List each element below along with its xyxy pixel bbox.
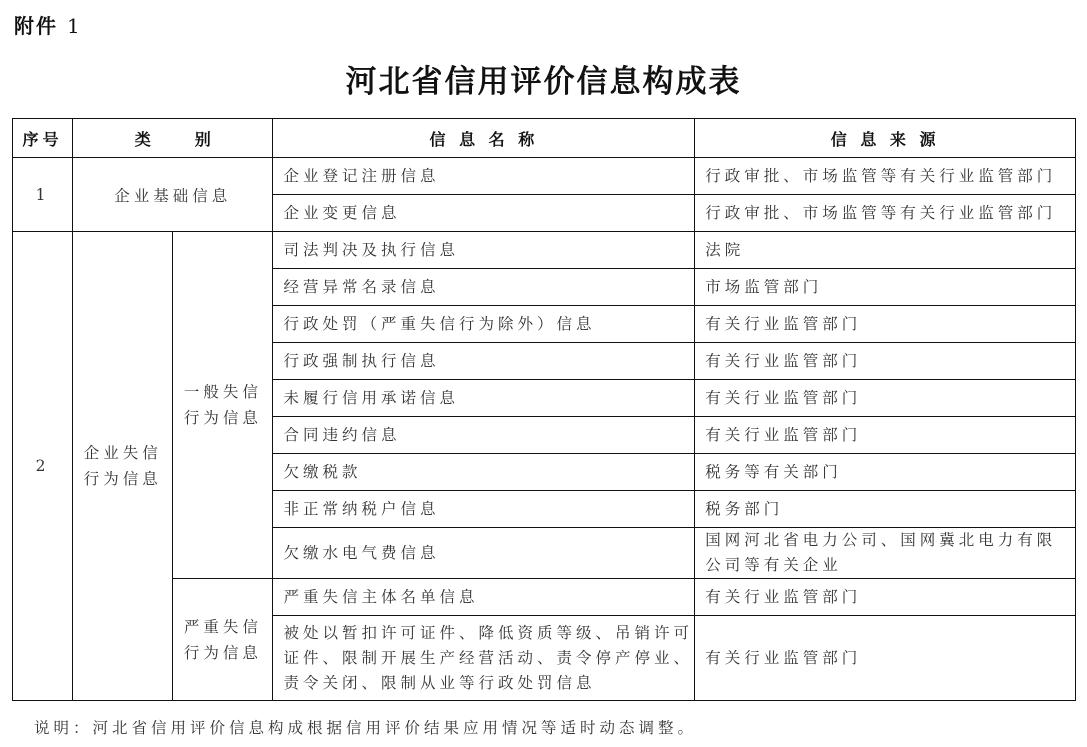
header-category <box>73 119 273 158</box>
info-name-cell: 被处以暂扣许可证件、降低资质等级、吊销许可证件、限制开展生产经营活动、责令停产停业、责令关闭、限制从业等行政处罚信息 <box>273 616 695 701</box>
info-source-cell: 有关行业监管部门 <box>695 343 1076 380</box>
subcategory-line: 行为信息 <box>183 643 262 662</box>
info-name-cell: 行政强制执行信息 <box>273 343 695 380</box>
info-source-cell: 税务等有关部门 <box>695 454 1076 491</box>
attachment-number: 1 <box>66 14 82 38</box>
table-row <box>13 579 1076 616</box>
table-header-row <box>13 119 1076 158</box>
info-name-cell: 严重失信主体名单信息 <box>273 579 695 616</box>
info-name-cell: 企业登记注册信息 <box>273 158 695 195</box>
info-source-cell: 有关行业监管部门 <box>695 616 1076 701</box>
category-cell: 企业基础信息 <box>73 158 273 232</box>
info-name-cell: 非正常纳税户信息 <box>273 491 695 528</box>
info-name-cell: 合同违约信息 <box>273 417 695 454</box>
info-source-cell: 行政审批、市场监管等有关行业监管部门 <box>695 158 1076 195</box>
info-name-cell: 欠缴税款 <box>273 454 695 491</box>
table-row <box>13 232 1076 269</box>
info-name-cell: 未履行信用承诺信息 <box>273 380 695 417</box>
header-info-name: 信 息 名 称 <box>273 119 695 158</box>
info-source-cell: 国网河北省电力公司、国网冀北电力有限公司等有关企业 <box>695 528 1076 579</box>
category-cell <box>73 232 173 701</box>
table-row <box>13 158 1076 195</box>
seq-cell: 2 <box>13 232 73 701</box>
footnote: 说明：河北省信用评价信息构成根据信用评价结果应用情况等适时动态调整。 <box>34 719 698 737</box>
seq-cell: 1 <box>13 158 73 232</box>
document-title: 河北省信用评价信息构成表 <box>345 64 742 100</box>
header-seq: 序号 <box>13 119 73 158</box>
attachment-text: 附件 <box>14 14 58 38</box>
info-name-cell: 行政处罚（严重失信行为除外）信息 <box>273 306 695 343</box>
info-source-cell: 有关行业监管部门 <box>695 380 1076 417</box>
category-line: 行为信息 <box>83 470 162 488</box>
subcategory-cell-general <box>173 232 273 579</box>
info-source-cell: 税务部门 <box>695 491 1076 528</box>
subcategory-line: 一般失信 <box>183 383 262 401</box>
subcategory-cell-serious <box>173 579 273 701</box>
header-category-b: 别 <box>194 129 211 149</box>
subcategory-line: 行为信息 <box>183 409 262 427</box>
header-info-source: 信 息 来 源 <box>695 119 1076 158</box>
subcategory-line: 严重失信 <box>183 617 262 636</box>
info-source-cell: 市场监管部门 <box>695 269 1076 306</box>
header-category-a: 类 <box>134 129 151 149</box>
category-line: 企业失信 <box>83 444 162 462</box>
info-name-cell: 经营异常名录信息 <box>273 269 695 306</box>
attachment-label <box>14 10 82 39</box>
info-source-cell: 有关行业监管部门 <box>695 417 1076 454</box>
credit-info-table <box>12 118 1076 701</box>
info-name-cell: 司法判决及执行信息 <box>273 232 695 269</box>
info-source-cell: 行政审批、市场监管等有关行业监管部门 <box>695 195 1076 232</box>
info-source-cell: 法院 <box>695 232 1076 269</box>
info-name-cell: 欠缴水电气费信息 <box>273 528 695 579</box>
info-source-cell: 有关行业监管部门 <box>695 306 1076 343</box>
info-name-cell: 企业变更信息 <box>273 195 695 232</box>
info-source-cell: 有关行业监管部门 <box>695 579 1076 616</box>
